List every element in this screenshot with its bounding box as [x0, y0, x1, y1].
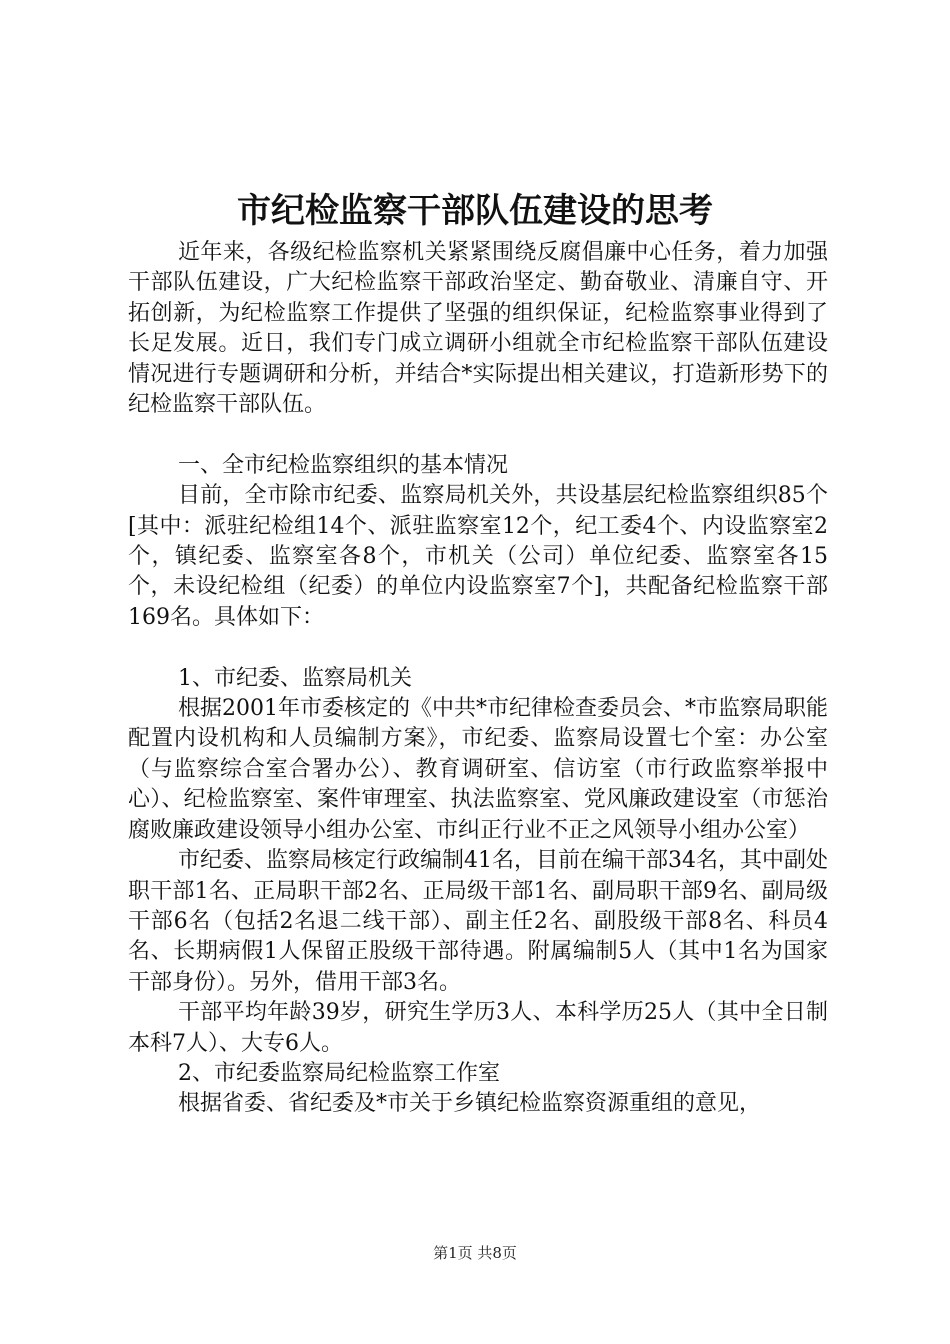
section-heading-1: 一、全市纪检监察组织的基本情况	[178, 452, 509, 478]
document-body	[128, 238, 828, 1120]
paragraph-age-education: 干部平均年龄39岁，研究生学历3人、本科学历25人（其中全日制本科7人）、大专6人。	[128, 1000, 828, 1056]
page-number-footer: 第1页 共8页	[433, 1244, 517, 1262]
subsection-heading-2: 2、市纪委监察局纪检监察工作室	[178, 1060, 500, 1086]
document-title: 市纪检监察干部队伍建设的思考	[237, 191, 713, 231]
paragraph-staffing: 市纪委、监察局核定行政编制41名，目前在编干部34名，其中副处职干部1名、正局职干部2名、正局级干部1名、副局职干部9名、副局级干部6名（包括2名退二线干部）、副主任2名、副股级干部8名、科员4名、长期病假1人保留正股级干部待遇。附属编制5人（其中1名为国家干部身份）。另外，借用干部3名。	[128, 848, 828, 995]
paragraph-township-reform: 根据省委、省纪委及*市关于乡镇纪检监察资源重组的意见，	[178, 1091, 762, 1117]
subsection-heading-1: 1、市纪委、监察局机关	[178, 665, 412, 691]
paragraph-gap	[128, 420, 828, 450]
paragraph-gap	[128, 633, 828, 663]
paragraph-organization-overview: 目前，全市除市纪委、监察局机关外，共设基层纪检监察组织85个[其中：派驻纪检组14个、派驻监察室12个，纪工委4个、内设监察室2个，镇纪委、监察室各8个，市机关（公司）单位纪委、监察室各15个，未设纪检组（纪委）的单位内设监察室7个]，共配备纪检监察干部169名。具体如下：	[128, 483, 828, 630]
paragraph-intro: 近年来，各级纪检监察机关紧紧围绕反腐倡廉中心任务，着力加强干部队伍建设，广大纪检监察干部政治坚定、勤奋敬业、清廉自守、开拓创新，为纪检监察工作提供了坚强的组织保证，纪检监察事业得到了长足发展。近日，我们专门成立调研小组就全市纪检监察干部队伍建设情况进行专题调研和分析，并结合*实际提出相关建议，打造新形势下的纪检监察干部队伍。	[128, 240, 828, 418]
paragraph-office-setup: 根据2001年市委核定的《中共*市纪律检查委员会、*市监察局职能配置内设机构和人员编制方案》，市纪委、监察局设置七个室：办公室（与监察综合室合署办公）、教育调研室、信访室（市行政监察举报中心）、纪检监察室、案件审理室、执法监察室、党风廉政建设室（市惩治腐败廉政建设领导小组办公室、市纠正行业不正之风领导小组办公室）	[128, 696, 828, 843]
